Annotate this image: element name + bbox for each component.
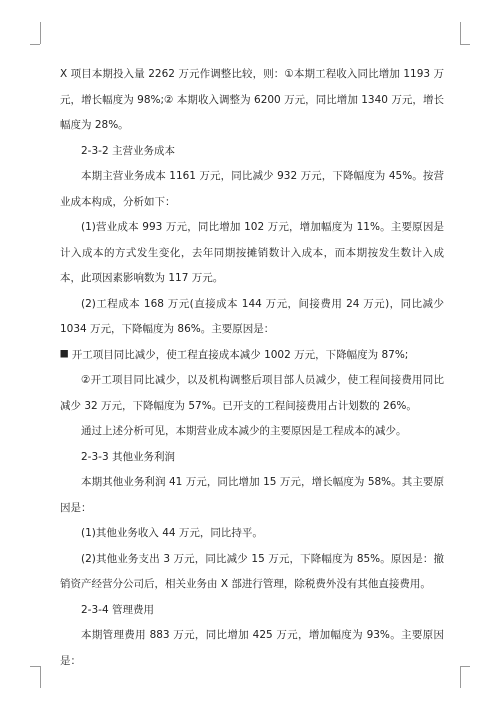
crop-mark-top-right bbox=[460, 22, 471, 44]
heading-2-3-2: 2-3-2 主营业务成本 bbox=[81, 144, 175, 157]
para-other-profit: 本期其他业务利润 41 万元，同比增加 15 万元，增长幅度为 58%。其主要原因是： bbox=[60, 476, 444, 514]
heading-2-3-4: 2-3-4 管理费用 bbox=[81, 603, 154, 616]
para-operating-cost: (1)营业成本 993 万元，同比增加 102 万元，增加幅度为 11%。主要原因是计入成本的方式发生变化，去年同期按摊销数计入成本，而本期按发生数计入成本，此项因素影响数为 117 万元。 bbox=[60, 221, 444, 284]
para-management-fee: 本期管理费用 883 万元，同比增加 425 万元，增加幅度为 93%。主要原因是： bbox=[60, 629, 444, 667]
para-other-income: (1)其他业务收入 44 万元，同比持平。 bbox=[81, 527, 263, 539]
crop-mark-bottom-right-v bbox=[460, 666, 461, 688]
para-reason-1: ⯀ 开工项目同比减少，使工程直接成本减少 1002 万元，下降幅度为 87%; bbox=[60, 348, 409, 361]
para-other-expense: (2)其他业务支出 3 万元，同比减少 15 万元，下降幅度为 85%。原因是：撤销资产经营分公司后，相关业务由 X 部进行管理，除税费外没有其他直接费用。 bbox=[60, 552, 444, 590]
para-reason-2: ②开工项目同比减少，以及机构调整后项目部人员减少，使工程间接费用同比减少 32 万元，下降幅度为 57%。已开支的工程间接费用占计划数的 26%。 bbox=[60, 374, 444, 412]
crop-mark-bottom-right bbox=[460, 666, 470, 667]
crop-mark-top-left-h bbox=[30, 44, 40, 45]
crop-mark-top-left bbox=[30, 22, 41, 44]
para-x-project-investment: X 项目本期投入量 2262 万元作调整比较，则：①本期工程收入同比增加 1193 万元，增长幅度为 98%;② 本期收入调整为 6200 万元，同比增加 1340 万元，增长幅度为 28%。 bbox=[60, 68, 444, 131]
crop-mark-bottom-left-v bbox=[40, 666, 41, 688]
crop-mark-top-right-h bbox=[460, 44, 470, 45]
para-main-cost-summary: 本期主营业务成本 1161 万元，同比减少 932 万元，下降幅度为 45%。按营业成本构成，分析如下： bbox=[60, 170, 444, 208]
para-conclusion: 通过上述分析可见，本期营业成本减少的主要原因是工程成本的减少。 bbox=[81, 425, 407, 437]
document-body bbox=[60, 62, 444, 674]
heading-2-3-3: 2-3-3 其他业务利润 bbox=[81, 450, 175, 463]
crop-mark-bottom-left bbox=[30, 666, 40, 667]
para-engineering-cost: (2)工程成本 168 万元(直接成本 144 万元，间接费用 24 万元)，同比减少 1034 万元，下降幅度为 86%。主要原因是： bbox=[60, 297, 444, 335]
